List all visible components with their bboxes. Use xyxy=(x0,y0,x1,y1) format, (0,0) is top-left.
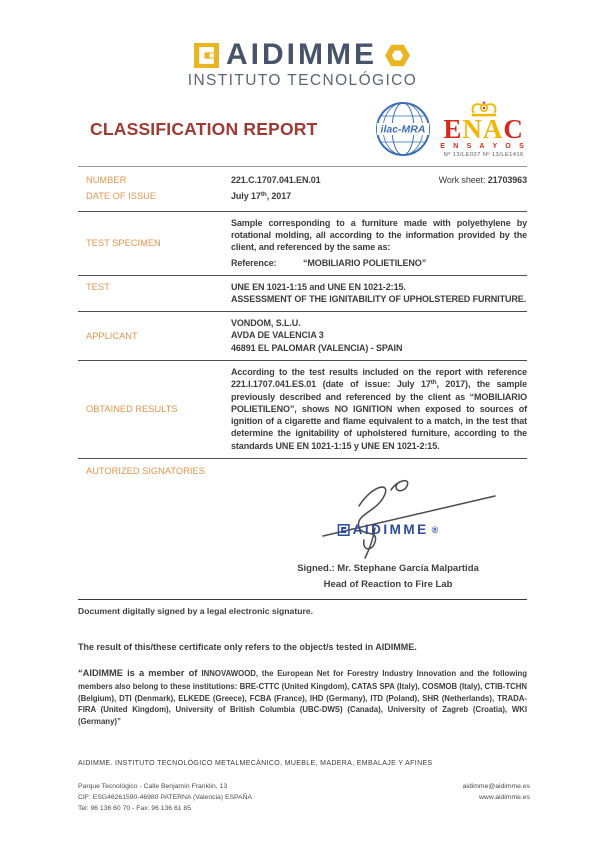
enac-logo xyxy=(440,100,527,159)
obtained-results-group xyxy=(78,361,527,459)
signature-art xyxy=(263,476,513,560)
authorized-signatories-label: AUTORIZED SIGNATORIES xyxy=(86,465,205,476)
report-number-value: 221.C.1707.041.EN.01 xyxy=(231,175,321,185)
reference-value: “MOBILIARIO POLIETILENO” xyxy=(303,257,427,268)
applicant-city: 46891 EL PALOMAR (VALENCIA) - SPAIN xyxy=(231,342,403,353)
applicant-label: APPLICANT xyxy=(86,331,138,342)
stamp-square-icon xyxy=(338,524,350,536)
stamp-text: AIDIMME xyxy=(352,521,429,537)
signatures-section xyxy=(78,466,527,590)
applicant-group xyxy=(78,312,527,361)
worksheet-value: 21703963 xyxy=(487,175,527,185)
signature-block xyxy=(263,476,513,590)
applicant-name: VONDOM, S.L.U. xyxy=(231,318,301,329)
footer-website: www.aidimme.es xyxy=(479,793,530,801)
footer-address-line2: CIF: ESG46261590-46980 PATERNA (Valencia) ESPAÑA xyxy=(78,793,253,801)
accreditation-logos xyxy=(374,100,527,159)
footer-organization: AIDIMME. INSTITUTO TECNOLÓGICO METALMECÁNICO, MUEBLE, MADERA, EMBALAJE Y AFINES xyxy=(78,760,433,767)
aidimme-stamp xyxy=(338,523,439,537)
date-of-issue-label: DATE OF ISSUE xyxy=(86,191,157,202)
test-label: TEST xyxy=(86,281,110,292)
applicant-street: AVDA DE VALENCIA 3 xyxy=(231,330,324,341)
hexagon-nut-icon xyxy=(384,42,411,69)
result-scope-note: The result of this/these certificate only refers to the object/s tested in AIDIMME. xyxy=(78,641,417,652)
handwritten-signature-icon xyxy=(263,476,513,560)
date-of-issue-value: July 17th, 2017 xyxy=(231,191,292,202)
signature-divider xyxy=(78,599,527,600)
test-standards: UNE EN 1021-1:15 and UNE EN 1021-2:15. xyxy=(231,281,406,292)
enac-wordmark: ENAC xyxy=(443,113,524,144)
obtained-results-label: OBTAINED RESULTS xyxy=(86,404,178,415)
membership-note: “AIDIMME is a member of INNOVAWOOD, the European Net for Forestry Industry Innovation and the following members also belong to these institutions: BRE-CTTC (United Kingdom), CATAS SPA (Italy), COSMOB (Italy), CTIB-TCHN (Belgium), DTI (Denmark), ELKEDE (Greece), FCBA (France), IHD (Germany), ITD (Poland), SHR (Netherlands), TRADA-FIRA (United Kingdom), University of British Columbia (UBC-DWS) (Canada), University of Zagreb (Croatia), WKI (Germany)” xyxy=(78,667,528,726)
number-date-group xyxy=(78,167,527,212)
page-title: CLASSIFICATION REPORT xyxy=(90,118,318,139)
signed-by: Signed.: Mr. Stephane García Malpartida xyxy=(297,562,479,574)
test-specimen-label: TEST SPECIMEN xyxy=(86,238,161,249)
number-label: NUMBER xyxy=(86,175,127,185)
svg-text:ilac-MRA: ilac-MRA xyxy=(380,123,426,136)
test-group xyxy=(78,276,527,312)
footer-address-line1: Parque Tecnológico - Calle Benjamín Franklin, 13 xyxy=(78,783,228,790)
report-table xyxy=(78,166,527,459)
digital-signature-note: Document digitally signed by a legal electronic signature. xyxy=(78,605,313,616)
enac-subtitle: E N S A Y O S xyxy=(440,143,527,150)
brand-name: AIDIMME xyxy=(226,38,377,71)
aidimme-square-icon xyxy=(194,43,219,68)
ilac-mra-globe-icon xyxy=(374,100,432,158)
worksheet: Work sheet: 21703963 xyxy=(438,175,527,185)
obtained-results-text: According to the test results included on the report with reference 221.I.1707.041.ES.01 (date of issue: July 17th, 2017), the sample previously described and referenced by the client as “MOBILIARIO POLIETILENO”, shows NO IGNITION when exposed to sources of ignition of a cigarette and flame equivalent to a match, in the test that determine the ignitability of upholstered furniture, according to the standards UNE EN 1021-1:15 y UNE EN 1021-2:15. xyxy=(231,366,527,451)
brand-subtitle: INSTITUTO TECNOLÓGICO xyxy=(187,72,418,89)
footer-email: aidimme@aidimme.es xyxy=(462,783,530,790)
signed-role: Head of Reaction to Fire Lab xyxy=(323,578,453,590)
footer-contact xyxy=(463,782,530,815)
date-of-issue-row xyxy=(78,188,527,205)
registered-mark: ® xyxy=(431,524,439,535)
brand-header xyxy=(78,40,527,90)
page-footer xyxy=(78,760,530,815)
test-specimen-description: Sample corresponding to a furniture made with polyethylene by rotational molding, all according to the information provided by the client, and referenced by the same as: xyxy=(231,217,527,253)
footer-address xyxy=(78,782,252,815)
reference-label: Reference: xyxy=(231,257,277,268)
enac-accreditation-numbers: Nº 13/LE027 Nº 13/LE1416 xyxy=(443,151,524,158)
reference-line xyxy=(231,257,527,269)
number-row xyxy=(78,172,527,188)
footer-address-line3: Tel: 96 136 60 70 - Fax: 96 136 61 85 xyxy=(78,804,191,812)
test-description: ASSESSMENT OF THE IGNITABILITY OF UPHOLSTERED FURNITURE. xyxy=(231,293,527,304)
test-specimen-group xyxy=(78,212,527,276)
title-row xyxy=(78,94,527,164)
